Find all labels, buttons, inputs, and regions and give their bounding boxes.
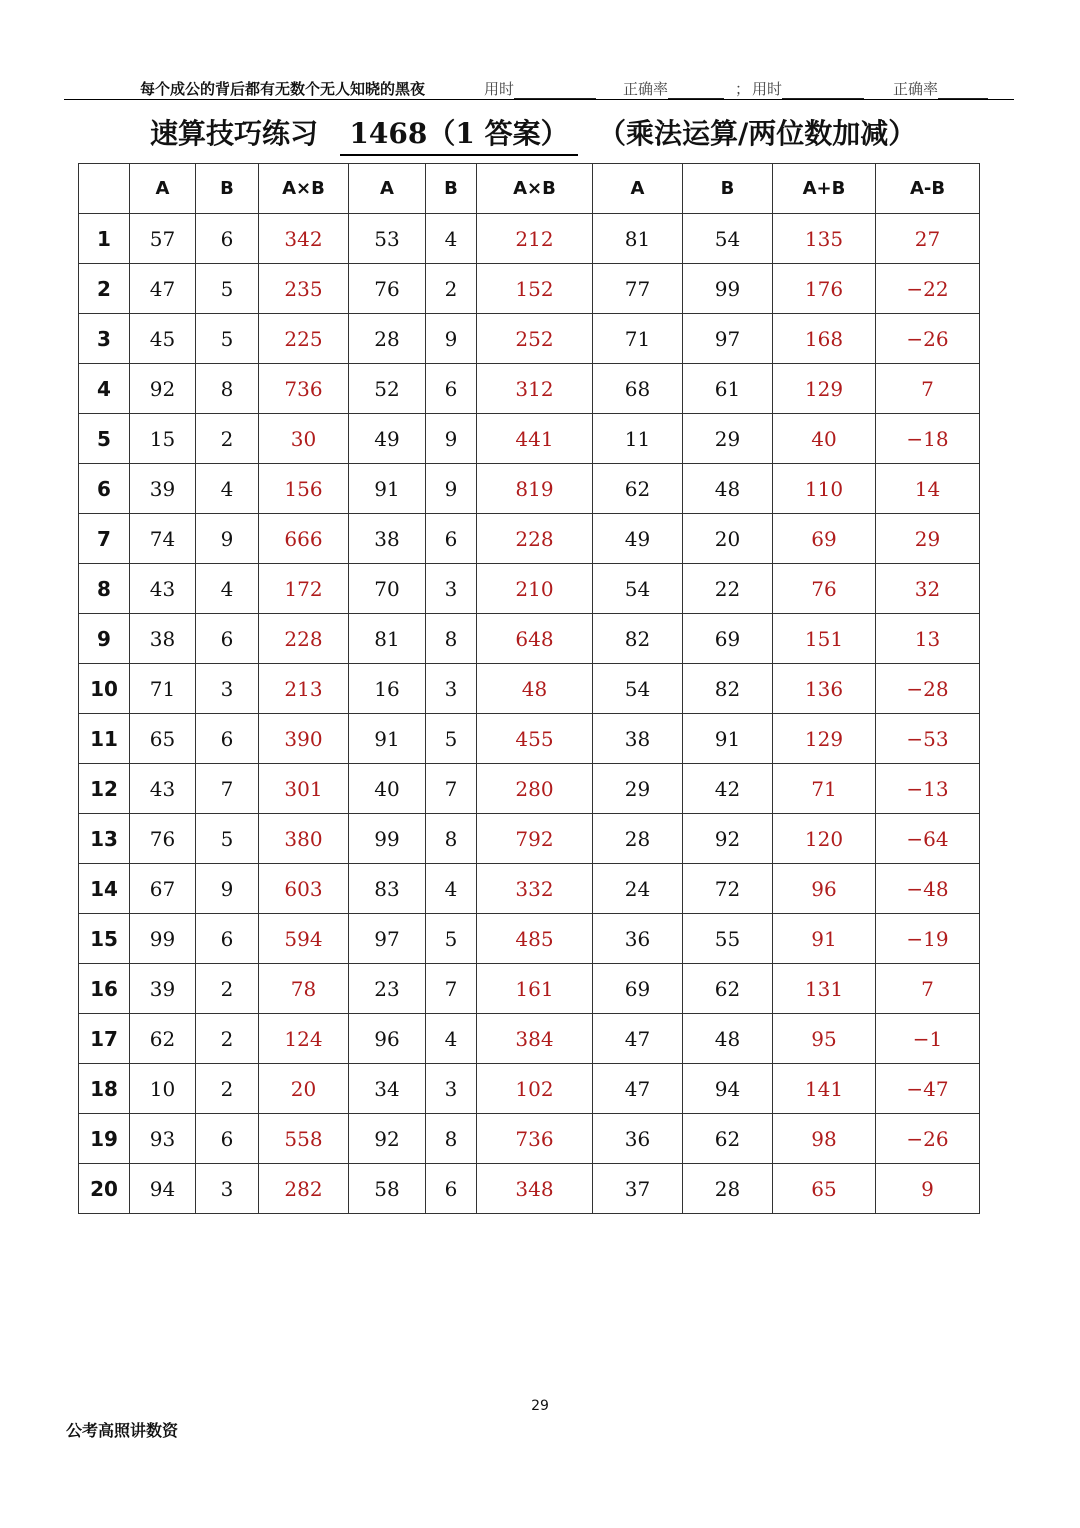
time-label-1: 用时 bbox=[484, 80, 515, 98]
row-number: 8 bbox=[79, 564, 130, 614]
answer-cell: 390 bbox=[259, 714, 349, 764]
answer-cell: 129 bbox=[773, 714, 876, 764]
table-row bbox=[79, 814, 980, 864]
operand-cell: 7 bbox=[426, 764, 477, 814]
table-row bbox=[79, 1164, 980, 1214]
operand-cell: 3 bbox=[426, 664, 477, 714]
answer-cell: −19 bbox=[876, 914, 980, 964]
operand-cell: 38 bbox=[593, 714, 683, 764]
accuracy-label-2: 正确率 bbox=[893, 80, 939, 98]
answer-cell: 40 bbox=[773, 414, 876, 464]
answer-cell: 102 bbox=[477, 1064, 593, 1114]
operand-cell: 71 bbox=[130, 664, 196, 714]
operand-cell: 67 bbox=[130, 864, 196, 914]
operand-cell: 3 bbox=[196, 664, 259, 714]
operand-cell: 62 bbox=[683, 964, 773, 1014]
time-blank-2[interactable] bbox=[782, 84, 864, 99]
answer-cell: 65 bbox=[773, 1164, 876, 1214]
column-header: A-B bbox=[876, 164, 980, 214]
accuracy-field-1[interactable] bbox=[623, 78, 724, 99]
operand-cell: 8 bbox=[426, 1114, 477, 1164]
operand-cell: 6 bbox=[426, 364, 477, 414]
answer-cell: 210 bbox=[477, 564, 593, 614]
operand-cell: 20 bbox=[683, 514, 773, 564]
operand-cell: 9 bbox=[196, 514, 259, 564]
answer-cell: 342 bbox=[259, 214, 349, 264]
operand-cell: 92 bbox=[130, 364, 196, 414]
answer-cell: 91 bbox=[773, 914, 876, 964]
answer-cell: 141 bbox=[773, 1064, 876, 1114]
operand-cell: 28 bbox=[349, 314, 426, 364]
operand-cell: 40 bbox=[349, 764, 426, 814]
operand-cell: 2 bbox=[426, 264, 477, 314]
operand-cell: 76 bbox=[130, 814, 196, 864]
operand-cell: 4 bbox=[426, 864, 477, 914]
answer-cell: 48 bbox=[477, 664, 593, 714]
table-row bbox=[79, 514, 980, 564]
operand-cell: 3 bbox=[196, 1164, 259, 1214]
answer-cell: 120 bbox=[773, 814, 876, 864]
table-row bbox=[79, 564, 980, 614]
column-header: A+B bbox=[773, 164, 876, 214]
operand-cell: 4 bbox=[196, 464, 259, 514]
operand-cell: 4 bbox=[426, 214, 477, 264]
operand-cell: 91 bbox=[683, 714, 773, 764]
operand-cell: 9 bbox=[196, 864, 259, 914]
answer-cell: 603 bbox=[259, 864, 349, 914]
answer-cell: −26 bbox=[876, 1114, 980, 1164]
operand-cell: 47 bbox=[593, 1014, 683, 1064]
operand-cell: 61 bbox=[683, 364, 773, 414]
answer-cell: 152 bbox=[477, 264, 593, 314]
answer-cell: 332 bbox=[477, 864, 593, 914]
table-row bbox=[79, 1064, 980, 1114]
operand-cell: 9 bbox=[426, 414, 477, 464]
operand-cell: 8 bbox=[196, 364, 259, 414]
table-row bbox=[79, 614, 980, 664]
answer-cell: 7 bbox=[876, 964, 980, 1014]
answer-cell: −28 bbox=[876, 664, 980, 714]
operand-cell: 82 bbox=[593, 614, 683, 664]
answer-cell: 69 bbox=[773, 514, 876, 564]
column-header: B bbox=[683, 164, 773, 214]
table-row bbox=[79, 314, 980, 364]
operand-cell: 69 bbox=[593, 964, 683, 1014]
answer-cell: 13 bbox=[876, 614, 980, 664]
operand-cell: 81 bbox=[593, 214, 683, 264]
operand-cell: 74 bbox=[130, 514, 196, 564]
answer-cell: −64 bbox=[876, 814, 980, 864]
answer-cell: 135 bbox=[773, 214, 876, 264]
answer-cell: 78 bbox=[259, 964, 349, 1014]
answer-cell: −26 bbox=[876, 314, 980, 364]
operand-cell: 49 bbox=[349, 414, 426, 464]
operand-cell: 55 bbox=[683, 914, 773, 964]
answer-cell: 212 bbox=[477, 214, 593, 264]
operand-cell: 97 bbox=[349, 914, 426, 964]
operand-cell: 36 bbox=[593, 1114, 683, 1164]
title-topic: （乘法运算/两位数加减） bbox=[598, 117, 917, 150]
answer-cell: −22 bbox=[876, 264, 980, 314]
operand-cell: 72 bbox=[683, 864, 773, 914]
row-number: 2 bbox=[79, 264, 130, 314]
row-number: 3 bbox=[79, 314, 130, 364]
operand-cell: 47 bbox=[593, 1064, 683, 1114]
row-number: 11 bbox=[79, 714, 130, 764]
operand-cell: 24 bbox=[593, 864, 683, 914]
operand-cell: 71 bbox=[593, 314, 683, 364]
answer-cell: 348 bbox=[477, 1164, 593, 1214]
answer-cell: 110 bbox=[773, 464, 876, 514]
operand-cell: 29 bbox=[593, 764, 683, 814]
operand-cell: 2 bbox=[196, 964, 259, 1014]
operand-cell: 94 bbox=[130, 1164, 196, 1214]
table-row bbox=[79, 714, 980, 764]
column-header: A bbox=[593, 164, 683, 214]
table-row bbox=[79, 364, 980, 414]
operand-cell: 99 bbox=[130, 914, 196, 964]
operand-cell: 52 bbox=[349, 364, 426, 414]
table-row bbox=[79, 214, 980, 264]
row-number: 1 bbox=[79, 214, 130, 264]
operand-cell: 62 bbox=[593, 464, 683, 514]
operand-cell: 37 bbox=[593, 1164, 683, 1214]
operand-cell: 5 bbox=[196, 264, 259, 314]
answer-cell: 648 bbox=[477, 614, 593, 664]
operand-cell: 77 bbox=[593, 264, 683, 314]
row-number: 10 bbox=[79, 664, 130, 714]
answer-cell: −13 bbox=[876, 764, 980, 814]
operand-cell: 9 bbox=[426, 464, 477, 514]
operand-cell: 6 bbox=[196, 214, 259, 264]
operand-cell: 99 bbox=[683, 264, 773, 314]
answer-cell: 301 bbox=[259, 764, 349, 814]
table-row bbox=[79, 864, 980, 914]
answer-cell: 27 bbox=[876, 214, 980, 264]
answer-cell: 131 bbox=[773, 964, 876, 1014]
answer-cell: 161 bbox=[477, 964, 593, 1014]
operand-cell: 58 bbox=[349, 1164, 426, 1214]
row-number: 19 bbox=[79, 1114, 130, 1164]
operand-cell: 10 bbox=[130, 1064, 196, 1114]
answer-cell: 7 bbox=[876, 364, 980, 414]
operand-cell: 23 bbox=[349, 964, 426, 1014]
operand-cell: 22 bbox=[683, 564, 773, 614]
operand-cell: 39 bbox=[130, 464, 196, 514]
operand-cell: 6 bbox=[196, 614, 259, 664]
answer-cell: 384 bbox=[477, 1014, 593, 1064]
page-header bbox=[0, 76, 1080, 100]
operand-cell: 42 bbox=[683, 764, 773, 814]
table-row bbox=[79, 1114, 980, 1164]
row-number: 18 bbox=[79, 1064, 130, 1114]
operand-cell: 62 bbox=[130, 1014, 196, 1064]
row-number: 6 bbox=[79, 464, 130, 514]
answer-cell: 455 bbox=[477, 714, 593, 764]
operand-cell: 94 bbox=[683, 1064, 773, 1114]
answer-table bbox=[78, 163, 980, 1214]
answer-cell: 228 bbox=[259, 614, 349, 664]
operand-cell: 70 bbox=[349, 564, 426, 614]
answer-cell: 156 bbox=[259, 464, 349, 514]
operand-cell: 34 bbox=[349, 1064, 426, 1114]
column-header: A bbox=[349, 164, 426, 214]
operand-cell: 68 bbox=[593, 364, 683, 414]
row-number: 9 bbox=[79, 614, 130, 664]
operand-cell: 2 bbox=[196, 1014, 259, 1064]
time-field-2[interactable] bbox=[752, 78, 864, 99]
answer-cell: 124 bbox=[259, 1014, 349, 1064]
operand-cell: 93 bbox=[130, 1114, 196, 1164]
operand-cell: 28 bbox=[683, 1164, 773, 1214]
footer-text: 公考高照讲数资 bbox=[66, 1421, 179, 1440]
operand-cell: 96 bbox=[349, 1014, 426, 1064]
answer-cell: 485 bbox=[477, 914, 593, 964]
row-number: 17 bbox=[79, 1014, 130, 1064]
header-index bbox=[79, 164, 130, 214]
operand-cell: 92 bbox=[349, 1114, 426, 1164]
operand-cell: 54 bbox=[593, 664, 683, 714]
answer-cell: 225 bbox=[259, 314, 349, 364]
operand-cell: 38 bbox=[349, 514, 426, 564]
operand-cell: 4 bbox=[426, 1014, 477, 1064]
time-field-1[interactable] bbox=[484, 78, 596, 99]
operand-cell: 65 bbox=[130, 714, 196, 764]
answer-cell: 76 bbox=[773, 564, 876, 614]
table-row bbox=[79, 1014, 980, 1064]
row-number: 14 bbox=[79, 864, 130, 914]
answer-cell: 213 bbox=[259, 664, 349, 714]
table-header-row bbox=[79, 164, 980, 214]
answer-cell: 176 bbox=[773, 264, 876, 314]
answer-cell: 666 bbox=[259, 514, 349, 564]
operand-cell: 5 bbox=[426, 714, 477, 764]
operand-cell: 6 bbox=[196, 1114, 259, 1164]
row-number: 15 bbox=[79, 914, 130, 964]
operand-cell: 54 bbox=[593, 564, 683, 614]
row-number: 7 bbox=[79, 514, 130, 564]
table-row bbox=[79, 964, 980, 1014]
table-row bbox=[79, 464, 980, 514]
operand-cell: 91 bbox=[349, 714, 426, 764]
answer-cell: 20 bbox=[259, 1064, 349, 1114]
answer-cell: 30 bbox=[259, 414, 349, 464]
operand-cell: 2 bbox=[196, 414, 259, 464]
answer-cell: 14 bbox=[876, 464, 980, 514]
operand-cell: 9 bbox=[426, 314, 477, 364]
row-number: 13 bbox=[79, 814, 130, 864]
operand-cell: 97 bbox=[683, 314, 773, 364]
operand-cell: 69 bbox=[683, 614, 773, 664]
operand-cell: 28 bbox=[593, 814, 683, 864]
answer-cell: 736 bbox=[259, 364, 349, 414]
header-rule bbox=[64, 99, 1014, 100]
answer-cell: −1 bbox=[876, 1014, 980, 1064]
table-row bbox=[79, 414, 980, 464]
answer-cell: 136 bbox=[773, 664, 876, 714]
column-header: B bbox=[426, 164, 477, 214]
operand-cell: 48 bbox=[683, 1014, 773, 1064]
operand-cell: 6 bbox=[426, 514, 477, 564]
table-row bbox=[79, 914, 980, 964]
operand-cell: 3 bbox=[426, 564, 477, 614]
operand-cell: 5 bbox=[426, 914, 477, 964]
column-header: A×B bbox=[477, 164, 593, 214]
operand-cell: 49 bbox=[593, 514, 683, 564]
column-header: A bbox=[130, 164, 196, 214]
operand-cell: 11 bbox=[593, 414, 683, 464]
row-number: 16 bbox=[79, 964, 130, 1014]
column-header: B bbox=[196, 164, 259, 214]
answer-cell: 594 bbox=[259, 914, 349, 964]
answer-cell: 312 bbox=[477, 364, 593, 414]
operand-cell: 5 bbox=[196, 814, 259, 864]
header-separator: ； bbox=[735, 80, 751, 98]
operand-cell: 43 bbox=[130, 764, 196, 814]
time-blank-1[interactable] bbox=[514, 84, 596, 99]
answer-cell: 96 bbox=[773, 864, 876, 914]
operand-cell: 54 bbox=[683, 214, 773, 264]
operand-cell: 5 bbox=[196, 314, 259, 364]
operand-cell: 57 bbox=[130, 214, 196, 264]
operand-cell: 8 bbox=[426, 814, 477, 864]
operand-cell: 6 bbox=[426, 1164, 477, 1214]
answer-cell: 736 bbox=[477, 1114, 593, 1164]
answer-cell: 95 bbox=[773, 1014, 876, 1064]
accuracy-blank-1[interactable] bbox=[668, 84, 724, 99]
column-header: A×B bbox=[259, 164, 349, 214]
answer-cell: 819 bbox=[477, 464, 593, 514]
operand-cell: 6 bbox=[196, 714, 259, 764]
operand-cell: 16 bbox=[349, 664, 426, 714]
operand-cell: 38 bbox=[130, 614, 196, 664]
answer-cell: −53 bbox=[876, 714, 980, 764]
operand-cell: 29 bbox=[683, 414, 773, 464]
answer-cell: 558 bbox=[259, 1114, 349, 1164]
operand-cell: 43 bbox=[130, 564, 196, 614]
answer-cell: 168 bbox=[773, 314, 876, 364]
answer-cell: 9 bbox=[876, 1164, 980, 1214]
operand-cell: 2 bbox=[196, 1064, 259, 1114]
operand-cell: 76 bbox=[349, 264, 426, 314]
answer-cell: 380 bbox=[259, 814, 349, 864]
answer-cell: 98 bbox=[773, 1114, 876, 1164]
answer-cell: 228 bbox=[477, 514, 593, 564]
row-number: 4 bbox=[79, 364, 130, 414]
accuracy-blank-2[interactable] bbox=[938, 84, 988, 99]
operand-cell: 82 bbox=[683, 664, 773, 714]
answer-cell: 441 bbox=[477, 414, 593, 464]
table-row bbox=[79, 764, 980, 814]
operand-cell: 91 bbox=[349, 464, 426, 514]
answer-cell: −48 bbox=[876, 864, 980, 914]
answer-cell: 172 bbox=[259, 564, 349, 614]
time-label-2: 用时 bbox=[752, 80, 783, 98]
accuracy-label-1: 正确率 bbox=[623, 80, 669, 98]
title-main: 速算技巧练习 bbox=[150, 117, 319, 150]
answer-cell: 252 bbox=[477, 314, 593, 364]
operand-cell: 6 bbox=[196, 914, 259, 964]
answer-cell: 32 bbox=[876, 564, 980, 614]
operand-cell: 3 bbox=[426, 1064, 477, 1114]
answer-cell: 282 bbox=[259, 1164, 349, 1214]
answer-cell: 29 bbox=[876, 514, 980, 564]
page-title bbox=[0, 112, 1080, 152]
answer-cell: 235 bbox=[259, 264, 349, 314]
row-number: 20 bbox=[79, 1164, 130, 1214]
row-number: 5 bbox=[79, 414, 130, 464]
operand-cell: 62 bbox=[683, 1114, 773, 1164]
answer-cell: 280 bbox=[477, 764, 593, 814]
operand-cell: 99 bbox=[349, 814, 426, 864]
answer-cell: 151 bbox=[773, 614, 876, 664]
operand-cell: 83 bbox=[349, 864, 426, 914]
operand-cell: 47 bbox=[130, 264, 196, 314]
row-number: 12 bbox=[79, 764, 130, 814]
accuracy-field-2[interactable] bbox=[893, 78, 988, 99]
operand-cell: 45 bbox=[130, 314, 196, 364]
operand-cell: 36 bbox=[593, 914, 683, 964]
title-number: 1468（1 答案） bbox=[340, 112, 578, 156]
table-row bbox=[79, 264, 980, 314]
operand-cell: 39 bbox=[130, 964, 196, 1014]
operand-cell: 7 bbox=[426, 964, 477, 1014]
motto: 每个成公的背后都有无数个无人知晓的黑夜 bbox=[140, 80, 426, 98]
answer-cell: 71 bbox=[773, 764, 876, 814]
answer-cell: 129 bbox=[773, 364, 876, 414]
answer-cell: −18 bbox=[876, 414, 980, 464]
operand-cell: 8 bbox=[426, 614, 477, 664]
operand-cell: 7 bbox=[196, 764, 259, 814]
operand-cell: 53 bbox=[349, 214, 426, 264]
operand-cell: 81 bbox=[349, 614, 426, 664]
page-number: 29 bbox=[531, 1398, 549, 1414]
operand-cell: 48 bbox=[683, 464, 773, 514]
answer-cell: 792 bbox=[477, 814, 593, 864]
answer-cell: −47 bbox=[876, 1064, 980, 1114]
operand-cell: 4 bbox=[196, 564, 259, 614]
operand-cell: 15 bbox=[130, 414, 196, 464]
operand-cell: 92 bbox=[683, 814, 773, 864]
table-row bbox=[79, 664, 980, 714]
